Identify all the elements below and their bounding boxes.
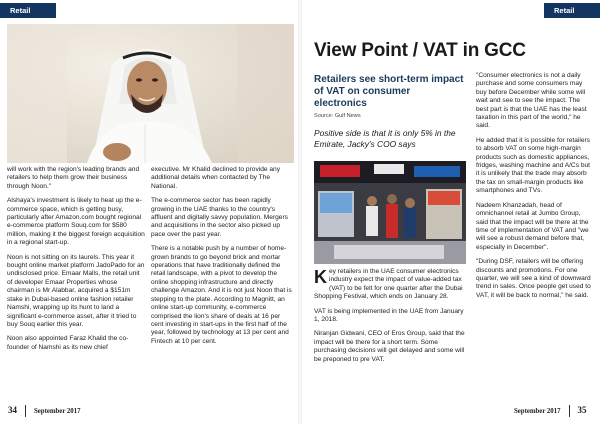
electronics-store-photo — [314, 161, 466, 264]
right-column-1 — [314, 268, 466, 370]
paragraph: He added that it is possible for retailers to absorb VAT on some high-margin products such as domestic appliances, fridges, washing machine and A/Cs but it is unlikely that the trade may absorb the tax on small-margin products like smartphones and TVs. — [476, 136, 590, 195]
article-subheadline: Retailers see short-term impact of VAT on consumer electronics — [314, 74, 464, 109]
paragraph: The e-commerce sector has been rapidly growing in the UAE thanks to the country's affluent and digitally savvy population. Mergers and acquisitions in the sector also picked up pace over the past year. — [151, 197, 288, 238]
footer-divider — [569, 405, 570, 417]
paragraph: There is a notable push by a number of home-grown brands to go beyond brick and mortar operations that have traditionally defined the retail landscape, with a pivot to develop the online shopping infrastructure and directly challenge Amazon. And it is not just Noon that is stepping to the plate. According to Magnitt, an online start-up community, e-commerce comprised the lion's share of deals at 16 per cent investing in start-ups in the first half of the year, followed by technology at 13 per cent and Fintech at 10 per cent. — [151, 245, 292, 345]
paragraph: Nadeem Khanzadah, head of omnichannel retail at Jumbo Group, said that the impact will be there at the time of implementation of VAT and "we will see a robust demand before that, especially in December". — [476, 201, 589, 251]
store-illustration — [314, 161, 466, 264]
page-number: 34 — [8, 405, 17, 415]
paragraph: "Consumer electronics is not a daily purchase and some consumers may buy before December while some will wait and see to see the impact. The best part is that the UAE has the least taxation in this part of the world," he said. — [476, 72, 587, 130]
page-number: 35 — [577, 405, 587, 415]
section-tab-right: Retail — [544, 3, 600, 18]
lead-text: ey retailers in the UAE consumer electronics industry expect the impact of value-added tax (VAT) to be felt for one quarter after the Dubai Shopping Festival, which ends on January 28. — [314, 268, 463, 301]
paragraph: Noon also appointed Faraz Khalid the co-founder of Namshi as its new chief — [7, 335, 129, 351]
article-source: Source: Gulf News — [314, 113, 361, 119]
issue-date: September 2017 — [34, 408, 81, 415]
paragraph: VAT is being implemented in the UAE from January 1, 2018. — [314, 307, 464, 324]
paragraph: executive. Mr Khalid declined to provide any additional details when contacted by The National. — [151, 166, 281, 190]
paragraph: Alshaya's investment is likely to heat up the e-commerce space, which is getting busy, particularly after Amazon.com bought regional e-commerce platform Souq.com for $580 million, making it the biggest foreign acquisition in a regional start-up. — [7, 197, 145, 247]
paragraph: Noon is not sitting on its laurels. This year it bought online market platform JadoPado for an undisclosed price. Emaar Malls, the retail unit of developer Emaar Properties whose chairman is Mr Alabbar, acquired a $151m stake in Dubai-based online fashion retailer Namshi, wrapping up its hunt to land a significant e-commerce asset, after it tried to buy Souq earlier this year. — [7, 253, 145, 328]
section-tab-left: Retail — [0, 3, 56, 18]
pull-quote: Positive side is that it is only 5% in the Emirate, Jacky's COO says — [314, 128, 456, 149]
article-headline: View Point / VAT in GCC — [314, 40, 526, 61]
right-column-2 — [476, 72, 594, 306]
paragraph: will work with the region's leading brands and retailers to help them grow their business through Noon." — [7, 166, 140, 190]
lead-paragraph — [314, 268, 466, 302]
right-page-footer — [514, 403, 587, 417]
paragraph: Niranjan Gidwani, CEO of Eros Group, said that the impact will be there for a short term. Some purchasing decisions will get delayed and some will be preponed to pre VAT. — [314, 330, 465, 363]
drop-cap: K — [314, 267, 327, 287]
issue-date: September 2017 — [514, 408, 561, 415]
paragraph: "During DSF, retailers will be offering discounts and promotions. For one quarter, we will see a kind of downward trend in sales. Once people get used to VAT, it will be back to normal," he said. — [476, 258, 591, 299]
